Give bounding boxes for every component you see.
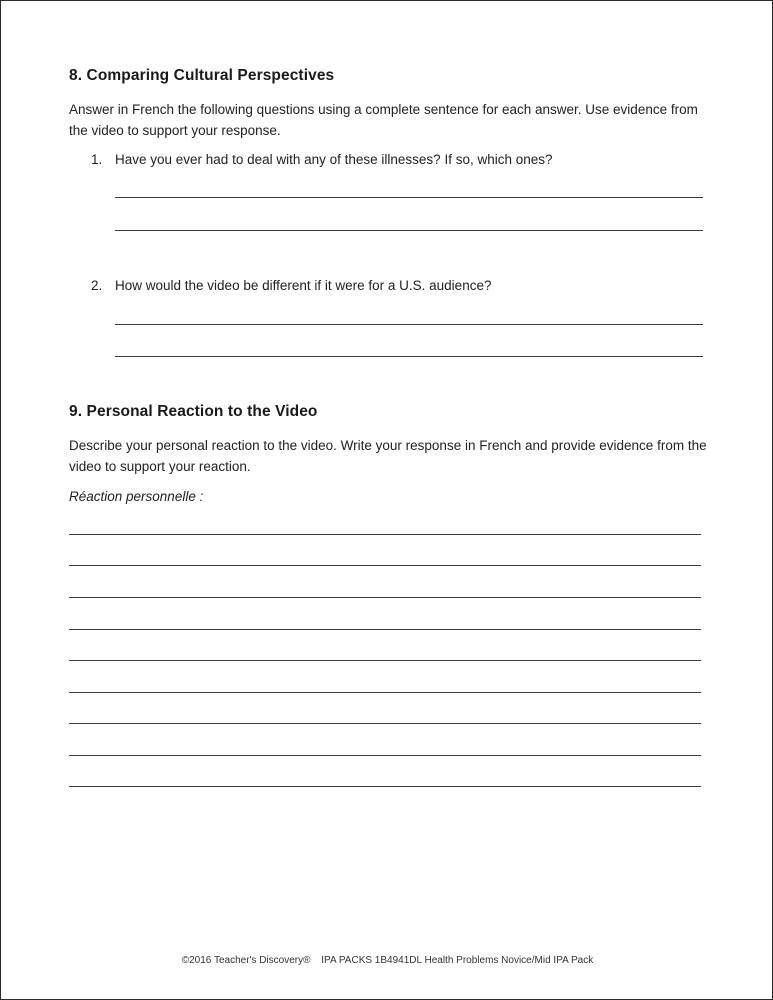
reaction-line[interactable]: [69, 755, 701, 756]
question-1-text: Have you ever had to deal with any of these illnesses? If so, which ones?: [115, 152, 553, 167]
reaction-line[interactable]: [69, 660, 701, 661]
reaction-line[interactable]: [69, 597, 701, 598]
question-1: [91, 152, 553, 167]
reaction-line[interactable]: [69, 629, 701, 630]
section-9-instructions: Describe your personal reaction to the video. Write your response in French and provide evidence from the video to support your reaction.: [69, 438, 707, 474]
question-2-number: 2.: [91, 278, 103, 293]
reaction-line[interactable]: [69, 534, 701, 535]
page-footer: [1, 955, 773, 966]
answer-line-q1-1[interactable]: [115, 197, 703, 198]
question-2-text: How would the video be different if it were for a U.S. audience?: [115, 278, 492, 293]
section-8-heading: 8. Comparing Cultural Perspectives: [69, 67, 335, 84]
question-1-number: 1.: [91, 152, 103, 167]
reaction-line[interactable]: [69, 786, 701, 787]
answer-line-q2-2[interactable]: [115, 356, 703, 357]
section-8-instructions: Answer in French the following questions using a complete sentence for each answer. Use evidence from the video to support your response.: [69, 102, 698, 138]
answer-line-q1-2[interactable]: [115, 230, 703, 231]
reaction-line[interactable]: [69, 723, 701, 724]
reaction-line[interactable]: [69, 565, 701, 566]
question-2: [91, 278, 491, 293]
reaction-prompt-label: Réaction personnelle :: [69, 489, 204, 504]
footer-copyright: ©2016 Teacher's Discovery®: [181, 955, 311, 966]
answer-line-q2-1[interactable]: [115, 324, 703, 325]
section-9-heading: 9. Personal Reaction to the Video: [69, 403, 318, 420]
footer-product: IPA PACKS 1B4941DL Health Problems Novice/Mid IPA Pack: [321, 955, 594, 966]
reaction-line[interactable]: [69, 692, 701, 693]
